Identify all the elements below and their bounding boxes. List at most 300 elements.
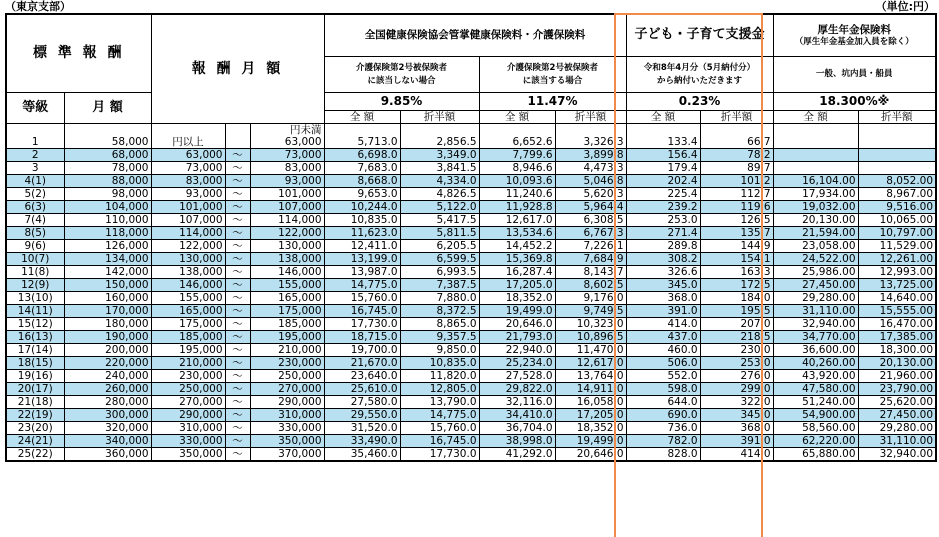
cell-from: 146,000 <box>151 278 225 291</box>
cell-p-half: 23,790.00 <box>858 382 936 395</box>
cell-p-full: 34,770.00 <box>773 330 858 343</box>
rate-pension: 18.300%※ <box>773 92 936 110</box>
cell-to: 250,000 <box>250 369 324 382</box>
range-tilde: ～ <box>225 421 250 434</box>
cell-from: 270,000 <box>151 395 225 408</box>
cell-to: 130,000 <box>250 239 324 252</box>
cell-from: 290,000 <box>151 408 225 421</box>
cell-p-full: 54,900.00 <box>773 408 858 421</box>
cell-h-full: 29,550.0 <box>324 408 400 421</box>
cell-p-full: 16,104.00 <box>773 174 858 187</box>
cell-amount: 170,000 <box>64 304 151 317</box>
cell-c-full: 15,369.8 <box>479 252 555 265</box>
cell-h-half: 16,745.0 <box>400 434 479 447</box>
range-tilde: ～ <box>225 174 250 187</box>
cell-grade: 16(13) <box>6 330 64 343</box>
cell-h-full: 10,244.0 <box>324 200 400 213</box>
table-row <box>6 382 936 395</box>
cell-p-full: 47,580.00 <box>773 382 858 395</box>
range-tilde: ～ <box>225 226 250 239</box>
cell-p-half: 12,261.00 <box>858 252 936 265</box>
premium-table <box>5 13 937 462</box>
cell-p-full: 36,600.00 <box>773 343 858 356</box>
cell-h-full: 18,715.0 <box>324 330 400 343</box>
cell-h-full: 13,987.0 <box>324 265 400 278</box>
header-amount: 月 額 <box>64 92 151 123</box>
cell-to: 107,000 <box>250 200 324 213</box>
cell-k-half: 345.0 <box>700 408 773 421</box>
cell-c-half: 11,470.0 <box>555 343 626 356</box>
range-tilde: ～ <box>225 408 250 421</box>
cell-from: 195,000 <box>151 343 225 356</box>
cell-h-half: 5,417.5 <box>400 213 479 226</box>
cell-h-half: 9,357.5 <box>400 330 479 343</box>
table-row <box>6 123 936 148</box>
cell-h-full: 33,490.0 <box>324 434 400 447</box>
cell-amount: 126,000 <box>64 239 151 252</box>
cell-h-full: 6,698.0 <box>324 148 400 161</box>
cell-h-half: 8,372.5 <box>400 304 479 317</box>
cell-amount: 190,000 <box>64 330 151 343</box>
cell-h-full: 10,835.0 <box>324 213 400 226</box>
cell-p-full: 32,940.00 <box>773 317 858 330</box>
cell-c-full: 34,410.0 <box>479 408 555 421</box>
range-tilde: ～ <box>225 278 250 291</box>
range-tilde: ～ <box>225 304 250 317</box>
cell-k-full: 782.0 <box>626 434 700 447</box>
cell-from: 122,000 <box>151 239 225 252</box>
cell-k-half: 230.0 <box>700 343 773 356</box>
table-row <box>6 421 936 434</box>
cell-h-full: 7,683.0 <box>324 161 400 174</box>
cell-from: 107,000 <box>151 213 225 226</box>
cell-p-full: 17,934.00 <box>773 187 858 200</box>
cell-h-full: 27,580.0 <box>324 395 400 408</box>
cell-h-half: 11,820.0 <box>400 369 479 382</box>
cell-to: 155,000 <box>250 278 324 291</box>
cell-h-full: 5,713.0 <box>324 123 400 148</box>
cell-c-full: 41,292.0 <box>479 447 555 461</box>
cell-p-full <box>773 123 858 148</box>
cell-grade: 8(5) <box>6 226 64 239</box>
range-tilde <box>225 123 250 148</box>
cell-c-full: 10,093.6 <box>479 174 555 187</box>
cell-p-half: 29,280.00 <box>858 421 936 434</box>
cell-k-full: 156.4 <box>626 148 700 161</box>
cell-h-full: 19,700.0 <box>324 343 400 356</box>
header-child-group: 子ども・子育て支援金 <box>626 14 773 56</box>
cell-amount: 200,000 <box>64 343 151 356</box>
cell-k-full: 179.4 <box>626 161 700 174</box>
header-health-no-care <box>324 56 479 92</box>
cell-to: 350,000 <box>250 434 324 447</box>
cell-h-half: 10,835.0 <box>400 356 479 369</box>
table-row <box>6 369 936 382</box>
cell-c-half: 17,205.0 <box>555 408 626 421</box>
cell-c-full: 14,452.2 <box>479 239 555 252</box>
cell-amount: 142,000 <box>64 265 151 278</box>
table-row <box>6 239 936 252</box>
cell-p-full: 23,058.00 <box>773 239 858 252</box>
cell-p-full: 40,260.00 <box>773 356 858 369</box>
cell-k-full: 308.2 <box>626 252 700 265</box>
cell-from: 63,000 <box>151 148 225 161</box>
cell-k-half: 368.0 <box>700 421 773 434</box>
cell-c-full: 11,240.6 <box>479 187 555 200</box>
cell-c-half: 13,764.0 <box>555 369 626 382</box>
cell-c-full: 29,822.0 <box>479 382 555 395</box>
cell-grade: 4(1) <box>6 174 64 187</box>
cell-amount: 88,000 <box>64 174 151 187</box>
cell-grade: 6(3) <box>6 200 64 213</box>
cell-p-half: 27,450.00 <box>858 408 936 421</box>
to-unit-label: 円未満 <box>290 123 322 136</box>
cell-h-full: 23,640.0 <box>324 369 400 382</box>
range-tilde: ～ <box>225 213 250 226</box>
cell-h-full: 12,411.0 <box>324 239 400 252</box>
range-tilde: ～ <box>225 187 250 200</box>
cell-p-half: 32,940.00 <box>858 447 936 461</box>
cell-c-half: 10,896.5 <box>555 330 626 343</box>
cell-grade: 1 <box>6 123 64 148</box>
cell-p-full: 25,986.00 <box>773 265 858 278</box>
cell-p-half: 18,300.00 <box>858 343 936 356</box>
col-health-full: 全 額 <box>324 110 400 123</box>
cell-k-half: 101.2 <box>700 174 773 187</box>
no-care-line2: に該当しない場合 <box>367 75 436 86</box>
cell-p-full: 58,560.00 <box>773 421 858 434</box>
cell-c-full: 12,617.0 <box>479 213 555 226</box>
cell-h-half: 15,760.0 <box>400 421 479 434</box>
cell-k-half: 184.0 <box>700 291 773 304</box>
cell-c-half: 4,473.3 <box>555 161 626 174</box>
child-note-line2: から納付いただきます <box>657 75 743 86</box>
cell-p-half: 10,065.00 <box>858 213 936 226</box>
cell-to: 290,000 <box>250 395 324 408</box>
cell-amount: 340,000 <box>64 434 151 447</box>
cell-value: 63,000 <box>284 135 322 148</box>
table-row <box>6 200 936 213</box>
cell-to <box>250 123 324 148</box>
cell-amount: 160,000 <box>64 291 151 304</box>
cell-amount: 260,000 <box>64 382 151 395</box>
range-tilde: ～ <box>225 447 250 461</box>
cell-p-full: 65,880.00 <box>773 447 858 461</box>
cell-to: 370,000 <box>250 447 324 461</box>
rate-health: 9.85% <box>324 92 479 110</box>
table-row <box>6 161 936 174</box>
table-row <box>6 187 936 200</box>
cell-k-half: 78.2 <box>700 148 773 161</box>
cell-to: 195,000 <box>250 330 324 343</box>
col-health-half: 折半額 <box>400 110 479 123</box>
cell-p-half: 31,110.00 <box>858 434 936 447</box>
cell-k-full: 828.0 <box>626 447 700 461</box>
cell-k-half: 253.0 <box>700 356 773 369</box>
table-row <box>6 304 936 317</box>
table-row <box>6 330 936 343</box>
cell-grade: 18(15) <box>6 356 64 369</box>
cell-from: 101,000 <box>151 200 225 213</box>
cell-grade: 10(7) <box>6 252 64 265</box>
cell-c-half: 5,964.4 <box>555 200 626 213</box>
cell-k-full: 202.4 <box>626 174 700 187</box>
cell-h-full: 25,610.0 <box>324 382 400 395</box>
child-note-line1: 令和8年4月分（5月納付分） <box>643 62 756 73</box>
cell-p-half: 16,470.00 <box>858 317 936 330</box>
header-child-note <box>626 56 773 92</box>
cell-c-full: 32,116.0 <box>479 395 555 408</box>
cell-c-full: 16,287.4 <box>479 265 555 278</box>
cell-h-full: 15,760.0 <box>324 291 400 304</box>
cell-c-full: 22,940.0 <box>479 343 555 356</box>
cell-from: 185,000 <box>151 330 225 343</box>
range-tilde: ～ <box>225 395 250 408</box>
cell-grade: 24(21) <box>6 434 64 447</box>
cell-k-half: 172.5 <box>700 278 773 291</box>
range-tilde: ～ <box>225 291 250 304</box>
col-care-half: 折半額 <box>555 110 626 123</box>
cell-to: 230,000 <box>250 356 324 369</box>
cell-p-full: 27,450.00 <box>773 278 858 291</box>
cell-h-half: 14,775.0 <box>400 408 479 421</box>
cell-h-full: 16,745.0 <box>324 304 400 317</box>
cell-p-half: 9,516.00 <box>858 200 936 213</box>
cell-to: 114,000 <box>250 213 324 226</box>
cell-amount: 320,000 <box>64 421 151 434</box>
table-row <box>6 291 936 304</box>
col-child-half: 折半額 <box>700 110 773 123</box>
table-row <box>6 447 936 461</box>
cell-grade: 23(20) <box>6 421 64 434</box>
cell-h-half: 12,805.0 <box>400 382 479 395</box>
range-tilde: ～ <box>225 239 250 252</box>
header-pension-sub: 一般、坑内員・船員 <box>773 56 936 92</box>
cell-k-half: 414.0 <box>700 447 773 461</box>
cell-c-half: 12,617.0 <box>555 356 626 369</box>
cell-amount: 104,000 <box>64 200 151 213</box>
cell-k-half: 126.5 <box>700 213 773 226</box>
cell-k-full: 437.0 <box>626 330 700 343</box>
cell-k-full: 690.0 <box>626 408 700 421</box>
cell-k-full: 368.0 <box>626 291 700 304</box>
cell-to: 146,000 <box>250 265 324 278</box>
cell-grade: 3 <box>6 161 64 174</box>
cell-p-half: 11,529.00 <box>858 239 936 252</box>
cell-c-half: 8,602.5 <box>555 278 626 291</box>
cell-from <box>151 123 225 148</box>
cell-grade: 19(16) <box>6 369 64 382</box>
cell-c-half: 7,226.1 <box>555 239 626 252</box>
cell-h-half: 2,856.5 <box>400 123 479 148</box>
range-tilde: ～ <box>225 382 250 395</box>
cell-amount: 68,000 <box>64 148 151 161</box>
cell-k-half: 135.7 <box>700 226 773 239</box>
cell-amount: 280,000 <box>64 395 151 408</box>
cell-grade: 25(22) <box>6 447 64 461</box>
cell-h-half: 6,993.5 <box>400 265 479 278</box>
cell-amount: 118,000 <box>64 226 151 239</box>
range-tilde: ～ <box>225 161 250 174</box>
cell-grade: 12(9) <box>6 278 64 291</box>
cell-p-half: 12,993.00 <box>858 265 936 278</box>
cell-p-half <box>858 161 936 174</box>
cell-p-half: 8,052.00 <box>858 174 936 187</box>
cell-k-half: 207.0 <box>700 317 773 330</box>
cell-k-half: 218.5 <box>700 330 773 343</box>
cell-h-full: 13,199.0 <box>324 252 400 265</box>
range-tilde: ～ <box>225 330 250 343</box>
range-tilde: ～ <box>225 434 250 447</box>
cell-from: 230,000 <box>151 369 225 382</box>
cell-grade: 14(11) <box>6 304 64 317</box>
cell-grade: 5(2) <box>6 187 64 200</box>
cell-k-half: 276.0 <box>700 369 773 382</box>
cell-c-half: 9,176.0 <box>555 291 626 304</box>
cell-grade: 21(18) <box>6 395 64 408</box>
col-pension-full: 全 額 <box>773 110 858 123</box>
header-pension-group <box>773 14 936 56</box>
cell-k-full: 253.0 <box>626 213 700 226</box>
cell-to: 122,000 <box>250 226 324 239</box>
cell-c-half: 5,620.3 <box>555 187 626 200</box>
range-tilde: ～ <box>225 265 250 278</box>
cell-from: 165,000 <box>151 304 225 317</box>
cell-c-full: 17,205.0 <box>479 278 555 291</box>
cell-k-full: 239.2 <box>626 200 700 213</box>
cell-k-half: 144.9 <box>700 239 773 252</box>
cell-from: 330,000 <box>151 434 225 447</box>
cell-c-half: 8,143.7 <box>555 265 626 278</box>
table-row <box>6 252 936 265</box>
cell-to: 310,000 <box>250 408 324 421</box>
cell-grade: 22(19) <box>6 408 64 421</box>
table-row <box>6 148 936 161</box>
cell-grade: 13(10) <box>6 291 64 304</box>
cell-h-half: 4,334.0 <box>400 174 479 187</box>
cell-p-full <box>773 148 858 161</box>
cell-h-half: 13,790.0 <box>400 395 479 408</box>
cell-h-half: 9,850.0 <box>400 343 479 356</box>
cell-h-half: 3,841.5 <box>400 161 479 174</box>
cell-c-full: 7,799.6 <box>479 148 555 161</box>
cell-k-full: 133.4 <box>626 123 700 148</box>
cell-c-full: 27,528.0 <box>479 369 555 382</box>
cell-k-full: 598.0 <box>626 382 700 395</box>
cell-from: 73,000 <box>151 161 225 174</box>
cell-c-half: 3,326.3 <box>555 123 626 148</box>
cell-k-half: 154.1 <box>700 252 773 265</box>
cell-from: 114,000 <box>151 226 225 239</box>
cell-c-half: 10,323.0 <box>555 317 626 330</box>
cell-c-half: 18,352.0 <box>555 421 626 434</box>
table-row <box>6 356 936 369</box>
cell-h-half: 3,349.0 <box>400 148 479 161</box>
table-row <box>6 343 936 356</box>
cell-p-full: 21,594.00 <box>773 226 858 239</box>
range-tilde: ～ <box>225 148 250 161</box>
cell-p-half: 25,620.00 <box>858 395 936 408</box>
cell-h-half: 7,387.5 <box>400 278 479 291</box>
cell-from: 350,000 <box>151 447 225 461</box>
cell-amount: 134,000 <box>64 252 151 265</box>
cell-c-full: 38,998.0 <box>479 434 555 447</box>
cell-k-half: 112.7 <box>700 187 773 200</box>
cell-c-full: 36,704.0 <box>479 421 555 434</box>
range-tilde: ～ <box>225 343 250 356</box>
cell-grade: 2 <box>6 148 64 161</box>
cell-c-half: 20,646.0 <box>555 447 626 461</box>
cell-h-full: 35,460.0 <box>324 447 400 461</box>
cell-k-half: 89.7 <box>700 161 773 174</box>
rate-care: 11.47% <box>479 92 626 110</box>
cell-c-half: 14,911.0 <box>555 382 626 395</box>
pension-title: 厚生年金保険料 <box>817 23 892 36</box>
cell-k-full: 271.4 <box>626 226 700 239</box>
cell-p-half: 20,130.00 <box>858 356 936 369</box>
cell-p-full: 29,280.00 <box>773 291 858 304</box>
cell-k-full: 391.0 <box>626 304 700 317</box>
cell-p-full <box>773 161 858 174</box>
no-care-line1: 介護保険第2号被保険者 <box>356 62 447 73</box>
unit-label: （単位:円） <box>875 0 935 13</box>
col-pension-half: 折半額 <box>858 110 936 123</box>
cell-to: 270,000 <box>250 382 324 395</box>
cell-amount: 78,000 <box>64 161 151 174</box>
cell-to: 138,000 <box>250 252 324 265</box>
table-row <box>6 408 936 421</box>
cell-k-half: 163.3 <box>700 265 773 278</box>
cell-grade: 15(12) <box>6 317 64 330</box>
cell-grade: 11(8) <box>6 265 64 278</box>
cell-h-half: 5,811.5 <box>400 226 479 239</box>
header-monthly-range: 報 酬 月 額 <box>151 14 324 123</box>
cell-h-full: 14,775.0 <box>324 278 400 291</box>
table-row <box>6 434 936 447</box>
cell-h-full: 9,653.0 <box>324 187 400 200</box>
pension-note: （厚生年金基金加入員を除く） <box>794 36 914 47</box>
cell-k-full: 506.0 <box>626 356 700 369</box>
cell-c-full: 6,652.6 <box>479 123 555 148</box>
table-row <box>6 226 936 239</box>
cell-k-full: 289.8 <box>626 239 700 252</box>
cell-h-full: 31,520.0 <box>324 421 400 434</box>
header-standard: 標 準 報 酬 <box>6 14 151 92</box>
table-row <box>6 317 936 330</box>
cell-h-half: 5,122.0 <box>400 200 479 213</box>
cell-p-half: 13,725.00 <box>858 278 936 291</box>
range-tilde: ～ <box>225 317 250 330</box>
cell-from: 210,000 <box>151 356 225 369</box>
cell-to: 175,000 <box>250 304 324 317</box>
cell-h-half: 8,865.0 <box>400 317 479 330</box>
cell-c-full: 13,534.6 <box>479 226 555 239</box>
cell-p-half <box>858 123 936 148</box>
cell-h-half: 6,599.5 <box>400 252 479 265</box>
cell-amount: 360,000 <box>64 447 151 461</box>
cell-c-full: 20,646.0 <box>479 317 555 330</box>
cell-k-full: 345.0 <box>626 278 700 291</box>
range-tilde: ～ <box>225 369 250 382</box>
cell-k-half: 322.0 <box>700 395 773 408</box>
cell-p-half: 10,797.00 <box>858 226 936 239</box>
cell-c-full: 25,234.0 <box>479 356 555 369</box>
cell-p-full: 20,130.00 <box>773 213 858 226</box>
cell-p-half <box>858 148 936 161</box>
cell-p-full: 62,220.00 <box>773 434 858 447</box>
range-tilde: ～ <box>225 200 250 213</box>
cell-k-half: 195.5 <box>700 304 773 317</box>
